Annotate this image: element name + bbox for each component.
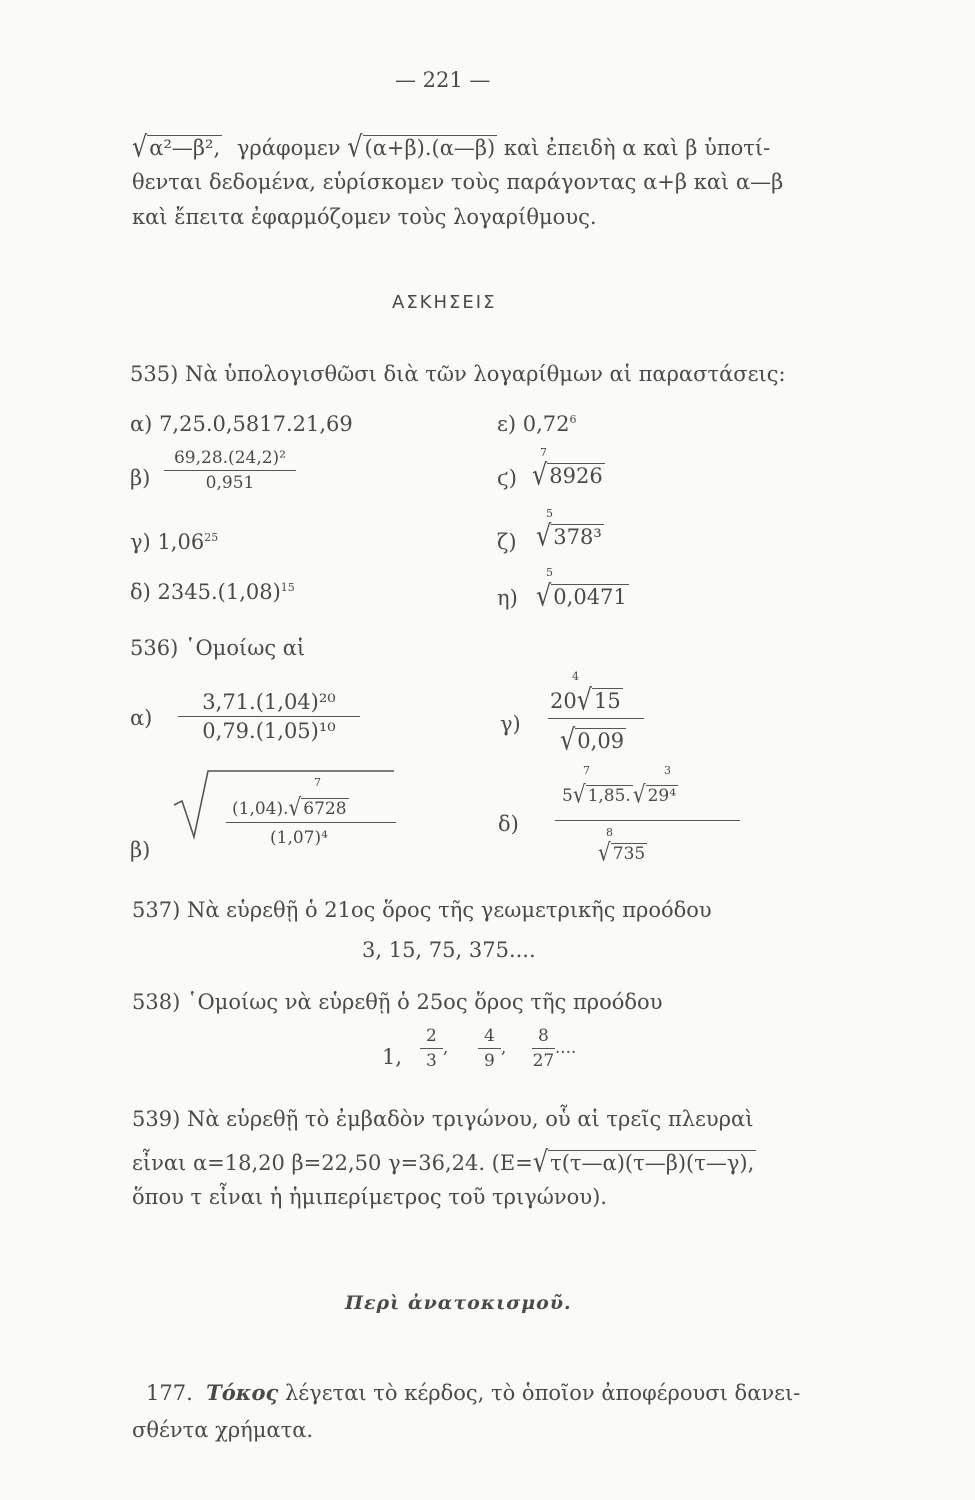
exercises-heading: ΑΣΚΗΣΕΙΣ [392, 292, 497, 313]
ex535-h-label: η) [497, 586, 518, 610]
radical-sign-icon: √ [536, 579, 552, 613]
ex536-b-label: β) [130, 838, 151, 862]
ex535-z-root: √378³ [536, 519, 602, 553]
ex535-st-index: 7 [540, 446, 547, 459]
exercise-539-line-1: 539) Νὰ εὑρεθῇ τὸ ἐμβαδὸν τριγώνου, οὗ αἱ τρεῖς πλευραὶ [132, 1107, 754, 1131]
radical-sign-icon: √ [598, 837, 611, 867]
ex535-st-label: ϛ) [497, 466, 517, 490]
paragraph-177-line-2: σθέντα χρήματα. [132, 1418, 314, 1442]
intro-line-3: καὶ ἔπειτα ἐφαρμόζομεν τοὺς λογαρίθμους. [132, 205, 597, 229]
ex536-a-label: α) [130, 706, 153, 730]
ex536-g-label: γ) [500, 712, 521, 736]
ex538-fraction-1: $\frac{2}{3}$ , [420, 1026, 448, 1071]
ex536-d-den-index: 8 [606, 826, 613, 839]
ex535-h-root: √0,0471 [536, 579, 627, 613]
ex535-d: δ) $2345.(1,08)^{15}$ [130, 580, 295, 604]
ex536-d-index-2: 3 [664, 764, 671, 777]
radical-sign-icon: √ [532, 1145, 549, 1179]
ex536-g-num-index: 4 [572, 670, 579, 683]
exercise-537-text: 537) Νὰ εὑρεθῇ ὁ 21ος ὅρος τῆς γεωμετρικῆς προόδου [132, 898, 712, 922]
ex536-d-fraction-bar [555, 820, 740, 821]
radical-sign-icon: √ [132, 130, 148, 164]
ex535-b-fraction: $\frac{\text{69,28.(24,2)²}}{0,951}$ [164, 448, 296, 493]
sqrt-product: √(α+β).(α—β) [347, 130, 496, 164]
ex535-h-index: 5 [546, 566, 553, 579]
ex535-g: γ) 1,06$^{25}$ [130, 530, 219, 554]
ex536-d-index-1: 7 [583, 764, 590, 777]
radical-sign-icon: √ [536, 519, 552, 553]
ex535-st-root: √8926 [532, 458, 603, 492]
ex535-a: α) 7,25.0,5817.21,69 [130, 412, 353, 436]
ex536-g-fraction-bar [548, 718, 644, 719]
intro-line-1: √α²—β², γράφομεν √(α+β).(α—β) καὶ ἐπειδὴ α καὶ β ὑποτί- [132, 130, 771, 164]
ex536-b-denominator: (1,07)⁴ [270, 828, 328, 848]
ex536-b-fraction-bar [226, 822, 396, 823]
ex536-a-fraction: $\frac{\text{3,71.(1,04)²⁰}}{\text{0,79.(1,05)¹⁰}}$ [178, 690, 360, 743]
exercise-538-text: 538) ῾Ομοίως νὰ εὑρεθῇ ὁ 25ος ὅρος τῆς προόδου [132, 990, 663, 1014]
ex536-d-denominator: √ 735 [598, 837, 646, 867]
intro-line-2: θενται δεδομένα, εὑρίσκομεν τοὺς παράγοντας α+β καὶ α—β [132, 170, 784, 194]
radical-sign-icon: √ [532, 458, 548, 492]
radical-sign-icon: √ [347, 130, 363, 164]
sqrt-alpha-beta: √α²—β², [132, 130, 221, 164]
ex536-d-numerator: 5√ 1,85. √ 29⁴ [562, 779, 677, 809]
ex538-fraction-2: $\frac{4}{9}$ , [478, 1026, 506, 1071]
exercise-539-line-2: εἶναι α=18,20 β=22,50 γ=36,24. (Ε=√τ(τ—α)(τ—β)(τ—γ), [132, 1145, 755, 1179]
ex538-first-term: 1, [382, 1045, 403, 1069]
ex538-fraction-3: $\frac{8}{27}$ .... [532, 1026, 577, 1071]
ex536-b-inner-index: 7 [314, 776, 321, 789]
ex535-e: ε) 0,72$^6$ [497, 412, 577, 436]
term-tokos: Τόκος [206, 1380, 279, 1405]
ex535-z-label: ζ) [497, 530, 517, 554]
ex536-g-denominator: √0,09 [560, 723, 625, 757]
radical-sign-icon: √ [632, 779, 646, 809]
ex537-sequence: 3, 15, 75, 375.... [362, 938, 536, 962]
ex536-b-numerator: (1,04).√ 6728 [232, 792, 347, 822]
exercise-539-line-3: ὅπου τ εἶναι ἡ ἡμιπερίμετρος τοῦ τριγώνου). [132, 1185, 607, 1209]
ex535-b-label: β) [130, 466, 151, 490]
radical-sign-icon: √ [288, 792, 302, 822]
radical-sign-icon: √ [572, 779, 586, 809]
ex535-z-index: 5 [546, 507, 553, 520]
exercise-535-text: 535) Νὰ ὑπολογισθῶσι διὰ τῶν λογαρίθμων αἱ παραστάσεις: [130, 362, 786, 386]
radical-sign-icon: √ [560, 723, 576, 757]
exercise-536-text: 536) ῾Ομοίως αἱ [130, 636, 306, 660]
section-title: Περὶ ἀνατοκισμοῦ. [345, 1292, 572, 1314]
paragraph-177-line-1: 177. Τόκος λέγεται τὸ κέρδος, τὸ ὁποῖον ἀποφέρουσι δανει- [146, 1380, 801, 1405]
page-number: — 221 — [395, 68, 491, 92]
ex536-g-numerator: 20√15 [550, 683, 621, 717]
radical-sign-icon: √ [576, 683, 593, 717]
ex536-d-label: δ) [498, 812, 519, 836]
